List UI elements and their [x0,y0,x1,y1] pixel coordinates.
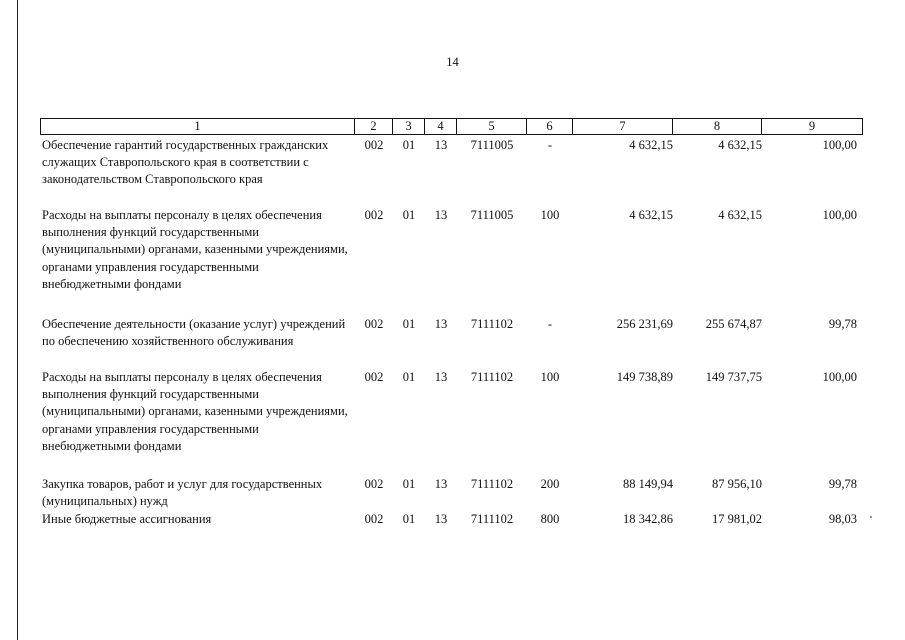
row-code-subsection: 13 [434,317,448,331]
row-code-section: 01 [402,208,416,222]
row-code-admin: 002 [364,512,384,526]
header-cell-9: 9 [808,119,816,133]
row-name: Иные бюджетные ассигнования [42,512,212,526]
row-code-target: 7111102 [470,512,514,526]
row-code-subsection: 13 [434,512,448,526]
row-code-section: 01 [402,370,416,384]
row-value-7: 88 149,94 [623,477,673,491]
row-code-admin: 002 [364,138,384,152]
row-name: Расходы на выплаты персоналу в целях обеспечения выполнения функций государственными (муниципальными) органами, казенными учреждениями, органами управления государственными внебюджетными фондами [42,208,348,291]
row-value-9: 99,78 [828,477,857,491]
row-code-admin: 002 [364,208,384,222]
row-value-7: 18 342,86 [623,512,673,526]
row-code-type: 800 [540,512,560,526]
row-code-type: - [547,138,553,152]
row-code-target: 7111102 [470,477,514,491]
row-name: Обеспечение деятельности (оказание услуг) учреждений по обеспечению хозяйственного обслуживания [42,317,346,349]
row-code-admin: 002 [364,477,384,491]
row-code-subsection: 13 [434,208,448,222]
row-code-target: 7111005 [470,138,514,152]
row-name: Расходы на выплаты персоналу в целях обеспечения выполнения функций государственными (муниципальными) органами, казенными учреждениями, органами управления государственными внебюджетными фондами [42,370,348,453]
row-code-target: 7111102 [470,317,514,331]
row-code-section: 01 [402,512,416,526]
header-cell-6: 6 [527,119,573,134]
row-value-9: 100,00 [822,370,857,384]
header-cell-7: 7 [573,119,673,134]
row-value-7: 4 632,15 [629,208,673,222]
row-code-type: - [547,317,553,331]
row-value-8: 4 632,15 [718,138,762,152]
row-code-subsection: 13 [434,477,448,491]
row-code-target: 7111102 [470,370,514,384]
row-code-section: 01 [402,317,416,331]
row-value-9: 100,00 [822,138,857,152]
header-cell-1: 1 [41,119,355,134]
row-value-9: 100,00 [822,208,857,222]
scan-speck [870,516,872,518]
header-cell-8: 8 [673,119,762,134]
row-code-target: 7111005 [470,208,514,222]
row-code-section: 01 [402,477,416,491]
row-code-admin: 002 [364,317,384,331]
row-value-9: 98,03 [828,512,857,526]
row-code-type: 100 [540,208,560,222]
header-cell-5: 5 [457,119,527,134]
row-code-type: 200 [540,477,560,491]
row-name: Закупка товаров, работ и услуг для государственных (муниципальных) нужд [42,477,323,509]
header-cell-2: 2 [355,119,393,134]
row-value-8: 4 632,15 [718,208,762,222]
row-code-admin: 002 [364,370,384,384]
row-value-7: 149 738,89 [616,370,673,384]
row-code-subsection: 13 [434,370,448,384]
table-header [40,118,863,135]
row-value-9: 99,78 [828,317,857,331]
page-number: 14 [446,55,459,69]
header-cell-3: 3 [393,119,425,134]
row-value-8: 149 737,75 [705,370,762,384]
row-code-section: 01 [402,138,416,152]
header-cell-4: 4 [425,119,457,134]
row-code-type: 100 [540,370,560,384]
page-edge-line [17,0,18,640]
row-value-8: 255 674,87 [705,317,762,331]
row-value-8: 17 981,02 [712,512,762,526]
row-name: Обеспечение гарантий государственных гражданских служащих Ставропольского края в соответствии с законодательством Ставропольского края [42,138,329,187]
row-value-7: 4 632,15 [629,138,673,152]
row-code-subsection: 13 [434,138,448,152]
row-value-7: 256 231,69 [616,317,673,331]
row-value-8: 87 956,10 [712,477,762,491]
